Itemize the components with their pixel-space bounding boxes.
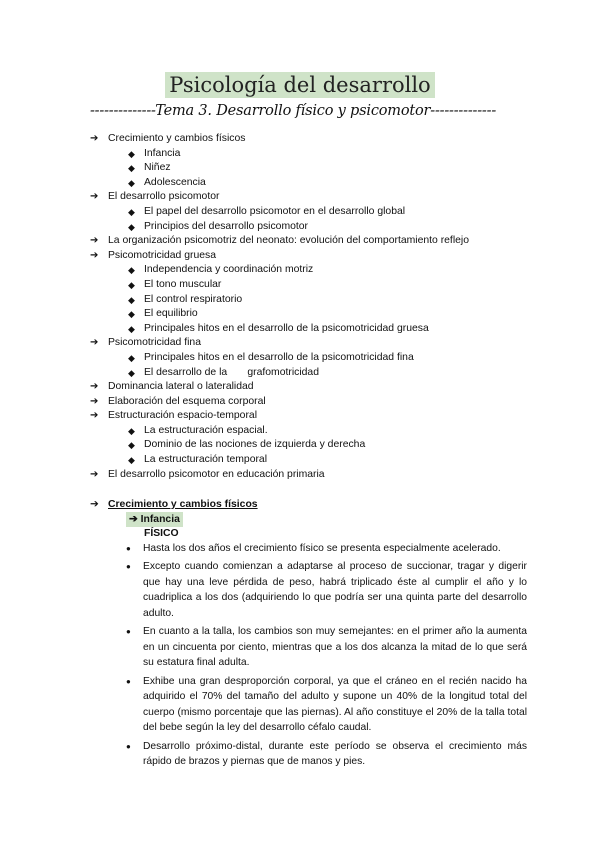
arrow-icon: ➔ — [90, 235, 99, 247]
outline-item: ➔ Dominancia lateral o lateralidad — [0, 380, 600, 395]
outline-subitem: ◆ La estructuración temporal — [0, 453, 600, 468]
title-wrap — [0, 72, 600, 98]
outline-item: ➔ Psicomotricidad fina — [0, 336, 600, 351]
outline-subitem: ◆ Principios del desarrollo psicomotor — [0, 220, 600, 235]
outline-subitem: ◆ El tono muscular — [0, 278, 600, 293]
outline-item: ➔ Estructuración espacio-temporal — [0, 409, 600, 424]
bullet-item: ● Desarrollo próximo-distal, durante este período se observa el crecimiento más rápido de brazos y piernas que de manos y pies. — [143, 739, 527, 770]
bullet-item: ● En cuanto a la talla, los cambios son muy semejantes: en el primer año la aumenta en un cincuenta por ciento, mientras que a los dos alcanza la mitad de lo que será su estatura final adulta. — [143, 624, 527, 671]
bullet-item: ● Excepto cuando comienzan a adaptarse al proceso de succionar, tragar y digerir que hay una leve pérdida de peso, habrá triplicado éste al cumplir el año y lo cuadriplica a los dos (adquiriendo lo que podría ser una quinta parte del desarrollo adulto. — [143, 559, 527, 621]
section-label: FÍSICO — [144, 528, 179, 539]
outline-subitem: ◆ Principales hitos en el desarrollo de la psicomotricidad fina — [0, 351, 600, 366]
arrow-icon: ➔ — [90, 395, 99, 407]
arrow-icon: ➔ — [90, 381, 99, 393]
diamond-icon: ◆ — [128, 309, 135, 320]
section-crecimiento — [0, 497, 600, 772]
bullet-item: ● Exhibe una gran desproporción corporal, ya que el cráneo en el recién nacido ha adquirido el 70% del tamaño del adulto y supone un 40% de la longitud total del cuerpo (mismo porcentaje que las piernas). Al año constituye el 20% de la talla total del bebe según la ley del desarrollo céfalo caudal. — [143, 674, 527, 736]
outline-item: ➔ Crecimiento y cambios físicos — [0, 132, 600, 147]
outline-subitem: ◆ El papel del desarrollo psicomotor en el desarrollo global — [0, 205, 600, 220]
outline-subitem: ◆ Independencia y coordinación motriz — [0, 263, 600, 278]
arrow-icon: ➔ — [129, 514, 138, 525]
outline-item: ➔ La organización psicomotriz del neonato: evolución del comportamiento reflejo — [0, 234, 600, 249]
outline-subitem: ◆ Principales hitos en el desarrollo de la psicomotricidad gruesa — [0, 322, 600, 337]
outline-subitem: ◆ Infancia — [0, 147, 600, 162]
diamond-icon: ◆ — [128, 367, 135, 378]
diamond-icon: ◆ — [128, 163, 135, 174]
bullet-item: ● Hasta los dos años el crecimiento físico se presenta especialmente acelerado. — [143, 541, 527, 557]
diamond-icon: ◆ — [128, 455, 135, 466]
arrow-icon: ➔ — [90, 191, 99, 203]
outline-item: ➔ El desarrollo psicomotor en educación primaria — [0, 468, 600, 483]
outline-item: ➔ Psicomotricidad gruesa — [0, 249, 600, 264]
bullet-list — [0, 541, 600, 770]
diamond-icon: ◆ — [128, 323, 135, 334]
document-title: Psicología del desarrollo — [165, 72, 434, 98]
outline-subitem: ◆ El control respiratorio — [0, 293, 600, 308]
diamond-icon: ◆ — [128, 352, 135, 363]
arrow-icon: ➔ — [90, 337, 99, 349]
arrow-icon: ➔ — [90, 499, 99, 510]
outline-subitem: ◆ Dominio de las nociones de izquierda y derecha — [0, 438, 600, 453]
outline-subitem: ◆ El equilibrio — [0, 307, 600, 322]
arrow-icon: ➔ — [90, 249, 99, 261]
outline-item: ➔ Elaboración del esquema corporal — [0, 395, 600, 410]
diamond-icon: ◆ — [128, 440, 135, 451]
outline-subitem: ◆ Adolescencia — [0, 176, 600, 191]
diamond-icon: ◆ — [128, 177, 135, 188]
diamond-icon: ◆ — [128, 279, 135, 290]
diamond-icon: ◆ — [128, 425, 135, 436]
section-heading: ➔ Crecimiento y cambios físicos — [90, 499, 258, 510]
arrow-icon: ➔ — [90, 468, 99, 480]
outline-subitem: ◆ La estructuración espacial. — [0, 424, 600, 439]
diamond-icon: ◆ — [128, 221, 135, 232]
outline-subitem: ◆ Niñez — [0, 161, 600, 176]
outline-item: ➔ El desarrollo psicomotor — [0, 190, 600, 205]
arrow-icon: ➔ — [90, 410, 99, 422]
diamond-icon: ◆ — [128, 206, 135, 217]
diamond-icon: ◆ — [128, 265, 135, 276]
document-subtitle: --------------Tema 3. Desarrollo físico y psicomotor-------------- — [89, 103, 497, 119]
diamond-icon: ◆ — [128, 148, 135, 159]
topic-outline — [0, 132, 600, 482]
diamond-icon: ◆ — [128, 294, 135, 305]
outline-subitem: ◆ El desarrollo de la grafomotricidad — [0, 366, 600, 381]
arrow-icon: ➔ — [90, 133, 99, 144]
section-subheading: ➔ Infancia — [0, 512, 600, 527]
